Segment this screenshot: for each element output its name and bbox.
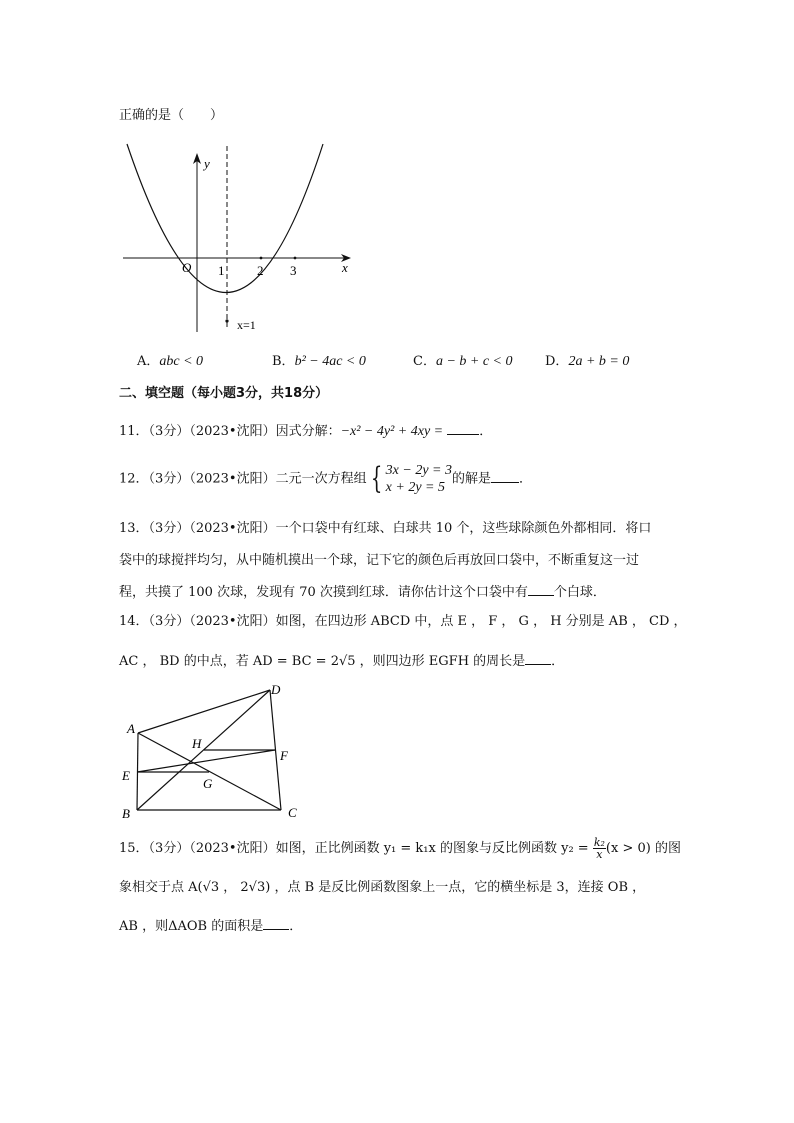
tick-2-point (260, 257, 263, 260)
section-2-heading: 二、填空题（每小题3分，共18分） (119, 386, 329, 401)
edge-ad (138, 690, 270, 733)
fraction-k2-over-x: $\frac{\text{k₂}}{x}$ (593, 836, 605, 861)
question-15-line-1: 15．（3分）（2023•沈阳）如图，正比例函数 y₁ = k₁x 的图象与反比例函数 y₂ = $\frac{\text{k₂}}{x}$ (x > 0) 的图 (119, 836, 681, 861)
x-axis-label: x (342, 260, 348, 275)
tick-3-point (294, 257, 297, 260)
label-g: G (203, 776, 213, 791)
question-13-line-3: 程，共摸了 100 次球，发现有 70 次摸到红球．请你估计这个口袋中有 个白球． (119, 585, 606, 600)
option-c: C．a − b + c < 0 (413, 354, 513, 369)
vertex-point (225, 319, 228, 322)
question-15-line-3: AB ，则ΔAOB 的面积是 ． (119, 919, 303, 934)
label-e: E (122, 768, 130, 783)
symmetry-axis-label: x=1 (237, 318, 256, 332)
y-axis-label: y (204, 156, 210, 171)
question-15-line-2: 象相交于点 A(√3 ， 2√3) ，点 B 是反比例函数图象上一点，它的横坐标是 3，连接 OB ， (119, 880, 646, 895)
question-12: 12．（3分）（2023•沈阳）二元一次方程组 { 3x − 2y = 3 x + 2y = 5 的解是 ． (119, 461, 533, 496)
answer-blank[interactable] (263, 917, 289, 930)
origin-label: O (182, 260, 192, 275)
answer-blank[interactable] (491, 470, 519, 483)
option-b: B．b² − 4ac < 0 (272, 354, 366, 369)
label-b: B (122, 806, 130, 821)
question-10-tail: 正确的是（ ） (119, 108, 224, 123)
answer-blank[interactable] (528, 583, 554, 596)
label-a: A (127, 721, 135, 736)
answer-blank[interactable] (447, 422, 479, 435)
label-d: D (271, 682, 281, 697)
parabola-graph (115, 140, 360, 340)
brace-icon: { (370, 461, 382, 496)
equation-system: 3x − 2y = 3 x + 2y = 5 (385, 463, 452, 495)
question-13-line-2: 袋中的球搅拌均匀，从中随机摸出一个球，记下它的颜色后再放回口袋中，不断重复这一过 (119, 553, 640, 568)
quadrilateral-figure (118, 680, 308, 825)
question-13-line-1: 13．（3分）（2023•沈阳）一个口袋中有红球、白球共 10 个，这些球除颜色外都相同．将口 (119, 521, 652, 536)
label-c: C (288, 805, 297, 820)
option-a: A．abc < 0 (137, 354, 204, 369)
label-f: F (280, 748, 288, 763)
question-14-line-2: AC ， BD 的中点，若 AD = BC = 2√5 ，则四边形 EGFH 的周长是 ． (119, 654, 565, 669)
question-11: 11．（3分）（2023•沈阳）因式分解：−x² − 4y² + 4xy = ． (119, 424, 493, 439)
question-14-line-1: 14．（3分）（2023•沈阳）如图，在四边形 ABCD 中，点 E ， F ， G ， H 分别是 AB ， CD ， (119, 614, 687, 629)
answer-blank[interactable] (525, 652, 551, 665)
segment-ef (137, 750, 275, 772)
option-d: D．2a + b = 0 (545, 354, 630, 369)
tick-3-label: 3 (290, 263, 297, 278)
tick-1-label: 1 (218, 263, 225, 278)
label-h: H (192, 736, 202, 751)
tick-2-label: 2 (257, 263, 264, 278)
